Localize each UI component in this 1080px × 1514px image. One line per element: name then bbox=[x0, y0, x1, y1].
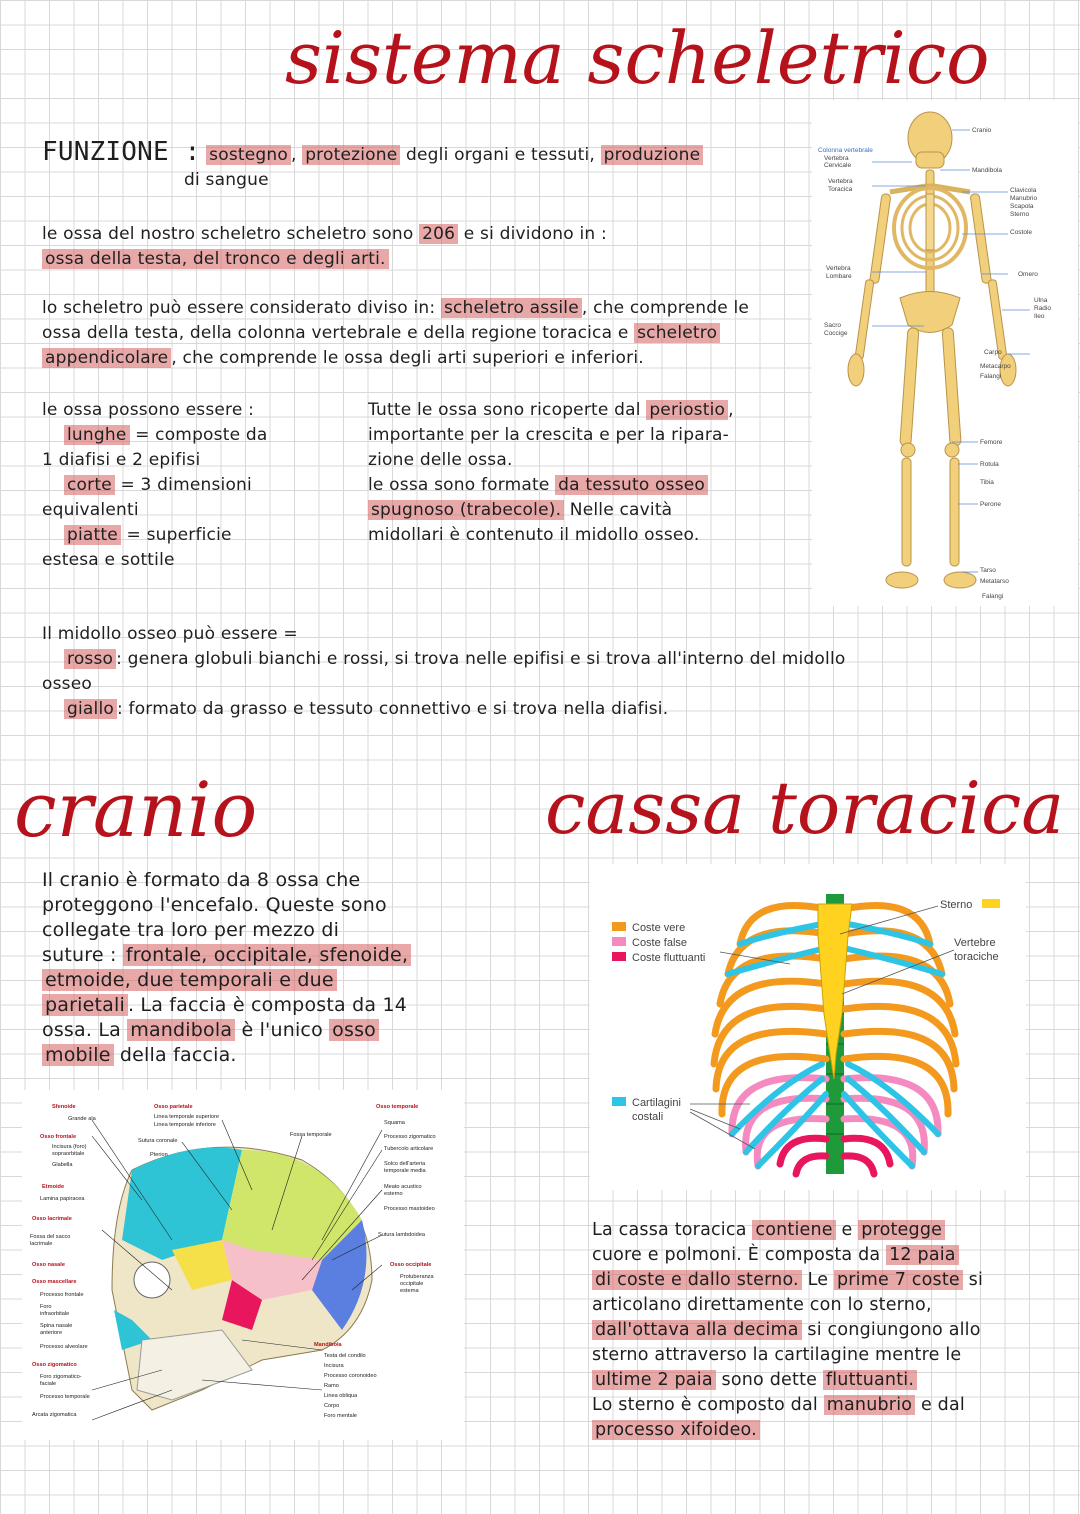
page-title: sistema scheletrico bbox=[285, 16, 990, 100]
skull-etmoide: Etmoide bbox=[42, 1184, 65, 1190]
skel-manubrio: Manubrio bbox=[1010, 195, 1038, 202]
skel-rotula: Rotula bbox=[980, 461, 999, 468]
diviso-text-b: , che comprende le bbox=[581, 298, 750, 318]
skel-toracica-a: Vertebra bbox=[828, 178, 853, 185]
cassa-l8a: Lo sterno è composto dal bbox=[592, 1395, 818, 1415]
skull-foro: Foro bbox=[40, 1304, 52, 1310]
corte-highlight: corte bbox=[64, 475, 115, 495]
prime7-highlight: prime 7 coste bbox=[834, 1270, 963, 1290]
diviso-text-a: lo scheletro può essere considerato diviso in: bbox=[42, 298, 436, 318]
rosso-highlight: rosso bbox=[64, 649, 116, 669]
cassa-l5b: si congiungono allo bbox=[807, 1320, 981, 1340]
skel-falangi2: Falangi bbox=[982, 593, 1004, 600]
skull-incisura2: Incisura bbox=[324, 1363, 344, 1369]
legend-costali: costali bbox=[632, 1111, 664, 1123]
skel-femore: Femore bbox=[980, 439, 1003, 446]
rosso-desc2: osseo bbox=[42, 674, 92, 694]
skull-alveolare: Processo alveolare bbox=[40, 1344, 88, 1350]
skel-perone: Perone bbox=[980, 501, 1001, 508]
skull-fossa-sacco: Fossa del sacco bbox=[30, 1234, 71, 1240]
tessuto-highlight: da tessuto osseo bbox=[555, 475, 708, 495]
skel-tarso: Tarso bbox=[980, 567, 996, 574]
ossa-count: 206 bbox=[419, 224, 458, 244]
skel-metacarpo: Metacarpo bbox=[980, 363, 1011, 370]
legend-swatch-fluttuanti bbox=[612, 952, 626, 961]
skull-foro-mentale: Foro mentale bbox=[324, 1413, 357, 1419]
fluttuanti-highlight: fluttuanti. bbox=[823, 1370, 917, 1390]
skull-faciale: faciale bbox=[40, 1381, 57, 1387]
skel-clavicola: Clavicola bbox=[1010, 187, 1037, 194]
piatte-desc: = superficie bbox=[126, 525, 232, 545]
skull-proc-temporale: Processo temporale bbox=[40, 1394, 90, 1400]
skull-protuberanza: Protuberanza bbox=[400, 1274, 434, 1280]
cranio-l7b: è l'unico bbox=[241, 1019, 323, 1041]
skull-testa-condilo: Testa del condilo bbox=[324, 1353, 366, 1359]
skull-occipitale: Osso occipitale bbox=[390, 1262, 432, 1268]
skull-temporale-media: temporale media bbox=[384, 1168, 426, 1174]
assile-highlight: scheletro assile bbox=[441, 298, 582, 318]
skull-linea-sup: Linea temporale superiore bbox=[154, 1114, 219, 1120]
periostio-text-d: le ossa sono formate bbox=[368, 475, 550, 495]
skull-sutura-coronale: Sutura coronale bbox=[138, 1138, 178, 1144]
periostio-text-e: Nelle cavità bbox=[569, 500, 673, 520]
giallo-highlight: giallo bbox=[64, 699, 117, 719]
rosso-desc: : genera globuli bianchi e rossi, si trova nelle epifisi e si trova all'interno del midollo bbox=[116, 649, 846, 669]
cassa-text bbox=[592, 1218, 1052, 1443]
legend-vere: Coste vere bbox=[632, 922, 686, 934]
skull-foro-zig: Foro zigomatico- bbox=[40, 1374, 82, 1380]
skull-lacrimale2: lacrimale bbox=[30, 1241, 53, 1247]
skull-tubercolo: Tubercolo articolare bbox=[384, 1146, 434, 1152]
skel-sacro: Sacro bbox=[824, 322, 841, 329]
skeleton-diagram bbox=[812, 100, 1078, 606]
skull-proc-zig: Processo zigomatico bbox=[384, 1134, 436, 1140]
skull-infraorbitale: infraorbitale bbox=[40, 1311, 70, 1317]
skel-scapola: Scapola bbox=[1010, 203, 1034, 210]
skull-osso-temporale: Osso temporale bbox=[376, 1104, 419, 1110]
skull-proc-frontale: Processo frontale bbox=[40, 1292, 84, 1298]
periostio-text-f: midollari è contenuto il midollo osseo. bbox=[368, 525, 700, 545]
lunghe-desc: = composte da bbox=[135, 425, 268, 445]
skel-mandibola: Mandibola bbox=[972, 167, 1002, 174]
skull-glabella: Glabella bbox=[52, 1162, 73, 1168]
skel-sterno: Sterno bbox=[1010, 211, 1030, 218]
skull-linea-obliqua: Linea obliqua bbox=[324, 1393, 358, 1399]
skull-fossa-temporale: Fossa temporale bbox=[290, 1132, 332, 1138]
ossa-division: ossa della testa, del tronco e degli arti. bbox=[42, 249, 389, 269]
skeleton-figure bbox=[812, 100, 1078, 606]
cassa-l8b: e dal bbox=[920, 1395, 965, 1415]
ribcage-diagram bbox=[590, 864, 1026, 1190]
skel-radio: Radio bbox=[1034, 305, 1051, 312]
contiene-highlight: contiene bbox=[752, 1220, 835, 1240]
corte-desc2: equivalenti bbox=[42, 500, 139, 520]
legend-swatch-false bbox=[612, 937, 626, 946]
cranio-l6b: . La faccia è composta da 14 bbox=[127, 994, 408, 1016]
suture-highlight: frontale, occipitale, sfenoide, bbox=[123, 944, 411, 966]
protegge-highlight: protegge bbox=[858, 1220, 945, 1240]
skull-diagram bbox=[22, 1090, 464, 1440]
skull-arcata: Arcata zigomatica bbox=[32, 1412, 77, 1418]
piatte-highlight: piatte bbox=[64, 525, 121, 545]
paia12-highlight: 12 paia bbox=[886, 1245, 959, 1265]
label-toraciche: toraciche bbox=[954, 951, 999, 963]
cranio-l3: collegate tra loro per mezzo di bbox=[42, 919, 340, 941]
periostio-text-c: zione delle ossa. bbox=[368, 450, 513, 470]
skull-linea-inf: Linea temporale inferiore bbox=[154, 1122, 216, 1128]
funzione-section: FUNZIONE : sostegno , protezione degli organi e tessuti, produzione di sangue bbox=[42, 140, 802, 193]
skel-colonna-label: Colonna vertebrale bbox=[818, 147, 873, 154]
skull-corpo: Corpo bbox=[324, 1403, 340, 1409]
coste-sterno-highlight: di coste e dallo sterno. bbox=[592, 1270, 802, 1290]
skel-cervicale-b: Cervicale bbox=[824, 162, 852, 169]
skel-metatarso: Metatarso bbox=[980, 578, 1009, 585]
skel-falangi: Falangi bbox=[980, 373, 1002, 380]
skel-lombare-a: Vertebra bbox=[826, 265, 851, 272]
midollo-intro: Il midollo osseo può essere = bbox=[42, 624, 298, 644]
cassa-l4: articolano direttamente con lo sterno, bbox=[592, 1295, 932, 1315]
manubrio-highlight: manubrio bbox=[824, 1395, 915, 1415]
skel-omero: Omero bbox=[1018, 271, 1038, 278]
ossa-intro-text: le ossa del nostro scheletro scheletro sono bbox=[42, 224, 414, 244]
lunghe-highlight: lunghe bbox=[64, 425, 130, 445]
legend-swatch-cartilagini bbox=[612, 1097, 626, 1106]
piatte-desc2: estesa e sottile bbox=[42, 550, 175, 570]
skull-sfenoide: Sfenoide bbox=[52, 1104, 76, 1110]
skull-mascellare: Osso mascellare bbox=[32, 1279, 77, 1285]
skull-esterna: esterna bbox=[400, 1288, 419, 1294]
suture-highlight-2: etmoide, due temporali e due bbox=[42, 969, 337, 991]
cassa-l6: sterno attraverso la cartilagine mentre le bbox=[592, 1345, 962, 1365]
cranio-title: cranio bbox=[14, 765, 258, 854]
periostio-text-a: Tutte le ossa sono ricoperte dal bbox=[368, 400, 641, 420]
skull-squama: Squama bbox=[384, 1120, 405, 1126]
sostegno-highlight: sostegno bbox=[206, 145, 291, 165]
cassa-l1b: e bbox=[841, 1220, 853, 1240]
skel-tibia: Tibia bbox=[980, 479, 994, 486]
skull-lamina: Lamina papiracea bbox=[40, 1196, 85, 1202]
protezione-highlight: protezione bbox=[302, 145, 400, 165]
ossa-intro bbox=[42, 222, 802, 272]
skull-incisura: Incisura (foro) bbox=[52, 1144, 87, 1150]
legend-cartilagini: Cartilagini bbox=[632, 1097, 681, 1109]
legend-swatch-vere bbox=[612, 922, 626, 931]
skull-coronoideo: Processo coronoideo bbox=[324, 1373, 377, 1379]
corte-desc: = 3 dimensioni bbox=[120, 475, 252, 495]
cranio-l4a: suture : bbox=[42, 944, 117, 966]
spugnoso-highlight: spugnoso (trabecole). bbox=[368, 500, 564, 520]
cassa-title: cassa toracica bbox=[545, 766, 1065, 850]
cranio-text bbox=[42, 868, 482, 1068]
appendicolare-highlight: appendicolare bbox=[42, 348, 171, 368]
midollo-section bbox=[42, 622, 1042, 722]
cranio-l7a: ossa. La bbox=[42, 1019, 121, 1041]
legend-false: Coste false bbox=[632, 937, 688, 949]
parietali-highlight: parietali bbox=[42, 994, 128, 1016]
skull-meato: Meato acustico bbox=[384, 1184, 422, 1190]
tipi-intro: le ossa possono essere : bbox=[42, 400, 255, 420]
cassa-l1a: La cassa toracica bbox=[592, 1220, 747, 1240]
cassa-l3b: Le bbox=[807, 1270, 829, 1290]
osso-highlight: osso bbox=[329, 1019, 379, 1041]
skull-lambdoidea: Sutura lambdoidea bbox=[378, 1232, 425, 1238]
skull-lacrimale: Osso lacrimale bbox=[32, 1216, 72, 1222]
mobile-highlight: mobile bbox=[42, 1044, 114, 1066]
skull-figure bbox=[22, 1090, 464, 1440]
diviso-text-c: ossa della testa, della colonna vertebrale e della regione toracica e bbox=[42, 323, 629, 343]
cassa-l7b: sono dette bbox=[721, 1370, 818, 1390]
scheletro-highlight: scheletro bbox=[634, 323, 720, 343]
skull-solco: Solco dell'arteria bbox=[384, 1161, 426, 1167]
skull-frontale: Osso frontale bbox=[40, 1134, 77, 1140]
produzione-highlight: produzione bbox=[601, 145, 704, 165]
mandibola-highlight: mandibola bbox=[127, 1019, 235, 1041]
skull-nasale: Osso nasale bbox=[32, 1262, 65, 1268]
funzione-text: degli organi e tessuti, bbox=[406, 145, 595, 165]
skull-pterion: Pterion bbox=[150, 1152, 168, 1158]
skel-cranio: Cranio bbox=[972, 127, 992, 134]
cassa-l2a: cuore e polmoni. È composta da bbox=[592, 1245, 881, 1265]
periostio-text-b: importante per la crescita e per la ripara- bbox=[368, 425, 729, 445]
lunghe-desc2: 1 diafisi e 2 epifisi bbox=[42, 450, 201, 470]
skel-ulna: Ulna bbox=[1034, 297, 1048, 304]
skull-ramo: Ramo bbox=[324, 1383, 339, 1389]
ribcage-figure bbox=[590, 864, 1026, 1190]
skull-anteriore: anteriore bbox=[40, 1330, 63, 1336]
skull-esterno: esterno bbox=[384, 1191, 403, 1197]
funzione-label: FUNZIONE : bbox=[42, 137, 201, 167]
skull-mandibola: Mandibola bbox=[314, 1342, 342, 1348]
ultime-highlight: ultime 2 paia bbox=[592, 1370, 716, 1390]
skull-spina: Spina nasale bbox=[40, 1323, 73, 1329]
skel-carpo: Carpo bbox=[984, 349, 1002, 356]
cranio-l1: Il cranio è formato da 8 ossa che bbox=[42, 869, 361, 891]
skull-grande-ala: Grande ala bbox=[68, 1116, 96, 1122]
tipi-section bbox=[42, 398, 362, 573]
funzione-tail: di sangue bbox=[184, 170, 269, 190]
periostio-section: Tutte le ossa sono ricoperte dal periostio , importante per la crescita e per la ripara- zione delle ossa. le ossa sono formate da tessuto osseo spugnoso (trabecole). Nelle cavità midollari è contenuto il midollo osseo. bbox=[368, 398, 808, 548]
cranio-l2: proteggono l'encefalo. Queste sono bbox=[42, 894, 387, 916]
diviso-section bbox=[42, 296, 812, 371]
ossa-intro-text2: e si dividono in : bbox=[463, 224, 607, 244]
skel-coccige: Coccige bbox=[824, 330, 848, 337]
legend-fluttuanti: Coste fluttuanti bbox=[632, 952, 706, 964]
cranio-l8: della faccia. bbox=[119, 1044, 237, 1066]
skel-ileo: Ileo bbox=[1034, 313, 1045, 320]
periostio-highlight: periostio bbox=[646, 400, 728, 420]
skull-occipitale2: occipitale bbox=[400, 1281, 424, 1287]
label-sterno: Sterno bbox=[940, 899, 973, 911]
diviso-text-d: , che comprende le ossa degli arti superiori e inferiori. bbox=[171, 348, 644, 368]
skel-costole: Costole bbox=[1010, 229, 1033, 236]
label-vertebre: Vertebre bbox=[954, 937, 996, 949]
skel-toracica-b: Toracica bbox=[828, 186, 853, 193]
skel-cervicale-a: Vertebra bbox=[824, 155, 849, 162]
xifoideo-highlight: processo xifoideo. bbox=[592, 1420, 760, 1440]
cassa-l3c: si bbox=[968, 1270, 984, 1290]
giallo-desc: : formato da grasso e tessuto connettivo e si trova nella diafisi. bbox=[116, 699, 669, 719]
skel-lombare-b: Lombare bbox=[826, 273, 852, 280]
skull-sopraorbitale: sopraorbitale bbox=[52, 1151, 85, 1157]
skull-parietale: Osso parietale bbox=[154, 1104, 193, 1110]
ottava-highlight: dall'ottava alla decima bbox=[592, 1320, 802, 1340]
skull-mastoideo: Processo mastoideo bbox=[384, 1206, 435, 1212]
skull-zigomatico: Osso zigomatico bbox=[32, 1362, 77, 1368]
